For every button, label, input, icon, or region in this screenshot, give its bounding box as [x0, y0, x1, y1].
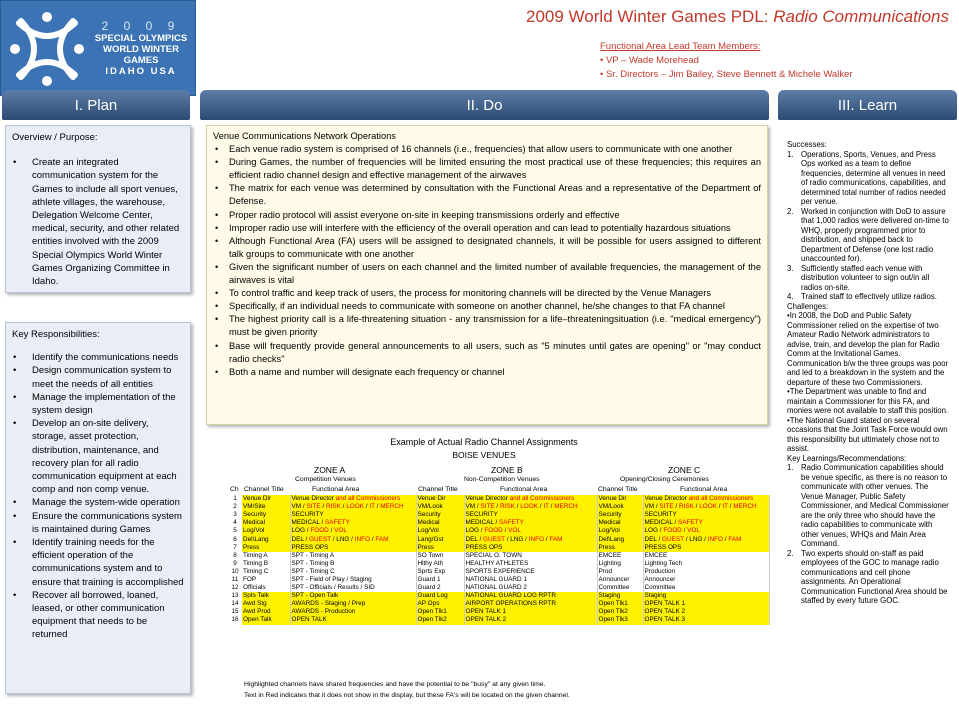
zone-b-area: MEDICAL / SAFETY — [464, 519, 597, 527]
list-item: • Identify training needs for the efficient operation of the communications system and to ensure that training is accomplished — [13, 537, 184, 588]
zone-c-area: Committee — [643, 584, 769, 592]
zone-a-area: SPT - Open Talk — [290, 592, 416, 600]
zone-c-title: Lighting — [597, 560, 643, 568]
list-item: • Base will frequently provide general announcements to all users, such as "5 minutes until gates are opening" or "may conduct radio checks" — [215, 340, 761, 364]
zone-a-area: LOG / FOOD / VOL — [290, 527, 416, 535]
zone-a-title: Awd Prod — [242, 608, 290, 616]
zone-b-title: Lang/Gst — [416, 535, 464, 543]
zone-a-area: SPT - Officials / Results / SID — [290, 584, 416, 592]
table-note: Highlighted channels have shared frequencies and have the potential to be "busy" at any given time. — [244, 681, 546, 688]
zone-b-area: VM / SITE / RISK / LOOK / IT / MERCH — [464, 503, 597, 511]
zone-a-area: PRESS OPS — [290, 544, 416, 552]
ch-number: 13 — [231, 592, 239, 600]
zone-a-area: AWARDS - Production — [290, 608, 416, 616]
zone-c-area: Lighting Tech — [643, 560, 769, 568]
zone-c-title: Open Tlk2 — [597, 608, 643, 616]
team-members — [600, 40, 938, 82]
zone-a-title: Awd Stg — [242, 600, 290, 608]
zone-a-title: VM/Site — [242, 503, 290, 511]
list-item: • Improper radio use will interfere with the efficiency of the overall operation and can lead to potentially hazardous situations — [215, 222, 731, 233]
list-item: • To control traffic and keep track of users, the process for monitoring channels will be directed by the Venue Managers — [215, 288, 711, 299]
list-item: • Both a name and number will designate each frequency or channel — [215, 366, 505, 377]
zone-b-area: PRESS OPS — [464, 544, 597, 552]
zone-c-title: Venue Dir — [597, 495, 643, 503]
zone-b-title: SO Town — [416, 552, 464, 560]
zone-a-title: Del\Lang — [242, 535, 290, 543]
col-header-area-a: Functional Area — [312, 486, 360, 493]
zone-c-title: Medical — [597, 519, 643, 527]
list-item: • Develop an on-site delivery, storage, asset protection, distribution, maintenance, and recovery plan for all radio communication equipment at each comp and non comp venue. — [13, 418, 177, 496]
zone-b-label: ZONE B — [491, 465, 523, 475]
zone-c-title: Del\Lang — [597, 535, 643, 543]
zone-c-area: OPEN TALK 3 — [643, 616, 769, 624]
ch-number: 9 — [233, 559, 237, 567]
ch-number: 1 — [233, 495, 237, 503]
zone-b-area: SPORTS EXPERIENCE — [464, 568, 597, 576]
zone-b-title: Guard 1 — [416, 576, 464, 584]
ch-number: 5 — [233, 527, 237, 535]
zone-a-title: Timing A — [242, 552, 290, 560]
zone-a-title: Venue Dir — [242, 495, 290, 503]
list-item: • Identify the communications needs — [13, 352, 179, 364]
responsibilities-title: Key Responsibilities: — [12, 329, 100, 340]
table-row — [228, 527, 769, 535]
zone-b-area: NATIONAL GUARD 1 — [464, 576, 597, 584]
table-row — [228, 600, 769, 608]
zone-c-area: MEDICAL / SAFETY — [643, 519, 769, 527]
zone-b-title: Venue Dir — [416, 495, 464, 503]
zone-c-title: Log/Vol — [597, 527, 643, 535]
section-header-learn: III. Learn — [778, 90, 957, 120]
ch-number: 14 — [231, 600, 239, 608]
list-item: 4. Trained staff to effectively utilize radios. — [787, 292, 937, 301]
zone-a-title: Security — [242, 511, 290, 519]
zone-a-area: SPT - Timing A — [290, 552, 416, 560]
list-item: • Ensure the communications system is maintained during Games — [13, 510, 182, 535]
list-item: 2. Worked in conjunction with DoD to assure that 1,000 radios were delivered on-time to WHQ, properly programmed prior to distribution, and shipped back to Department of Defense (one lost radio unaccounted for). — [787, 206, 949, 263]
logo-text — [89, 19, 193, 77]
ch-number: 11 — [231, 575, 239, 583]
zone-b-sub: Non-Competition Venues — [464, 476, 540, 483]
zone-a-title: Log/Vol — [242, 527, 290, 535]
page-title — [400, 7, 949, 27]
zone-a-area: AWARDS - Staging / Prep — [290, 600, 416, 608]
zone-b-title: Open Tlk2 — [416, 616, 464, 624]
zone-c-label: ZONE C — [668, 465, 701, 475]
table-row — [228, 495, 769, 503]
zone-b-title: Log/Vol — [416, 527, 464, 535]
zone-b-title: AP Ops — [416, 600, 464, 608]
zone-c-area: OPEN TALK 1 — [643, 600, 769, 608]
list-item: 1. Radio Communication capabilities should be venue specific, as there is no reason to communicate with other venues. The Venue Manager, Public Safety Commissioner, and Medical Commissioner are the only three who should have the radio capabilities to communicate with other venues, WHQs and Main Area Command. — [787, 463, 949, 548]
ch-number: 6 — [233, 535, 237, 543]
col-header-title-b: Channel Title — [418, 486, 458, 493]
zone-a-title: Press — [242, 544, 290, 552]
table-row — [228, 616, 769, 624]
challenges-title: Challenges: — [787, 301, 829, 311]
list-item: • Each venue radio system is comprised of 16 channels (i.e., frequencies) that allow users to communicate with one another — [215, 144, 733, 155]
zone-a-area: SPT - Field of Play / Staging — [290, 576, 416, 584]
zone-b-title: VM/Look — [416, 503, 464, 511]
zone-c-title: VM/Look — [597, 503, 643, 511]
table-subtitle: BOISE VENUES — [452, 450, 516, 460]
operations-heading: Venue Communications Network Operations — [213, 131, 396, 141]
zone-b-title: Hlthy Ath — [416, 560, 464, 568]
zone-b-area: DEL / GUEST / LNG / INFO / FAM — [464, 535, 597, 543]
page-title-main: 2009 World Winter Games PDL: — [526, 7, 774, 26]
logo-line-1: SPECIAL OLYMPICS — [94, 33, 188, 44]
col-header-area-c: Functional Area — [680, 486, 728, 493]
list-item: •The Department was unable to find and maintain a Commissioner for this FA, and monies were not available to staff this position. — [787, 387, 949, 415]
zone-b-title: Security — [416, 511, 464, 519]
responsibilities-box — [5, 322, 191, 694]
zone-b-area: LOG / FOOD / VOL — [464, 527, 597, 535]
zone-a-title: Officials — [242, 584, 290, 592]
list-item: • Manage the implementation of the system design — [13, 391, 176, 417]
zone-a-area: MEDICAL / SAFETY — [290, 519, 416, 527]
list-item: • Given the significant number of users on each channel and the limited number of available frequencies, the management of the airwaves is vital — [215, 261, 761, 286]
zone-a-area: OPEN TALK — [290, 616, 416, 624]
zone-c-area: Staging — [643, 592, 769, 600]
key-learnings-title: Key Learnings/Recommendations: — [787, 453, 907, 463]
zone-c-sub: Opening/Closing Ceremonies — [620, 476, 709, 483]
channel-table — [228, 495, 770, 625]
table-row — [228, 568, 769, 576]
zone-b-area: SECURITY — [464, 511, 597, 519]
section-header-do: II. Do — [200, 90, 769, 120]
table-row — [228, 544, 769, 552]
zone-a-area: SPT - Timing B — [290, 560, 416, 568]
list-item: 1. Operations, Sports, Venues, and Press Ops worked as a team to define frequencies, determine all venues in need of radio communications, capabilities, and determined total number of radios needed per venue. — [787, 149, 946, 206]
zone-a-title: Open Talk — [242, 616, 290, 624]
zone-a-area: DEL / GUEST / LNG / INFO / FAM — [290, 535, 416, 543]
zone-b-area: OPEN TALK 1 — [464, 608, 597, 616]
table-row — [228, 511, 769, 519]
list-item: •In 2008, the DoD and Public Safety Commissioner relied on the expertise of two Amateur Radio Network administrators to advise, train, and develop the plan for Radio Comm at the Invitational Games. Communication b/w the three groups was poor and led to a breakdown in the system and the departure of these two Commissioners. — [787, 311, 949, 387]
list-item: • Specifically, if an individual needs to communicate with someone on another channel, he/she changes to that FA channel — [215, 301, 725, 312]
zone-a-sub: Competition Venues — [295, 476, 356, 483]
list-item: • The matrix for each venue was determined by consultation with the Functional Areas and a representative of the Department of Defense. — [215, 183, 761, 207]
zone-b-area: NATIONAL GUARD LOG RPTR — [464, 592, 597, 600]
zone-c-area: EMCEE — [643, 552, 769, 560]
table-row — [228, 592, 769, 600]
zone-c-area: LOG / FOOD / VOL — [643, 527, 769, 535]
zone-c-title: Open Tlk1 — [597, 600, 643, 608]
zone-c-area: DEL / GUEST / LNG / INFO / FAM — [643, 535, 769, 543]
zone-b-title: Guard 2 — [416, 584, 464, 592]
logo-line-2: WORLD WINTER GAMES — [103, 44, 179, 66]
zone-c-title: EMCEE — [597, 552, 643, 560]
overview-box — [5, 125, 191, 293]
zone-a-title: Timing B — [242, 560, 290, 568]
table-notes — [244, 679, 570, 701]
ch-number: 4 — [233, 519, 237, 527]
zone-c-area: PRESS OPS — [643, 544, 769, 552]
table-row — [228, 519, 769, 527]
table-row — [228, 535, 769, 543]
logo-year: 2 0 0 9 — [101, 19, 181, 33]
table-row — [228, 552, 769, 560]
section-header-plan: I. Plan — [2, 90, 190, 120]
zone-b-area: OPEN TALK 2 — [464, 616, 597, 624]
list-item: • Proper radio protocol will assist everyone on-site in keeping transmissions orderly and effective — [215, 209, 620, 220]
zone-b-area: NATIONAL GUARD 2 — [464, 584, 597, 592]
zone-a-title: Medical — [242, 519, 290, 527]
col-header-area-b: Functional Area — [500, 486, 548, 493]
ch-number: 8 — [233, 551, 237, 559]
zone-b-area: SPECIAL O. TOWN — [464, 552, 597, 560]
ch-number: 3 — [233, 511, 237, 519]
zone-a-title: Spts Talk — [242, 592, 290, 600]
zone-c-title: Staging — [597, 592, 643, 600]
ch-number: 16 — [231, 616, 239, 624]
zone-b-area: Venue Director and all Commissioners — [464, 495, 597, 503]
list-item: • Create an integrated communication system for the Games to include all sport venues, athlete villages, the warehouse, Delegation Welcome Center, medical, security, and other related entities involved with the 2009 Special Olympics World Winter Games Organizing Committee in Idaho. — [13, 157, 180, 288]
col-header-title-c: Channel Title — [598, 486, 638, 493]
zone-a-title: Timing C — [242, 568, 290, 576]
zone-c-title: Announcer — [597, 576, 643, 584]
learn-content — [787, 140, 951, 606]
snowflake-figure-icon — [7, 9, 87, 89]
zone-c-area: VM / SITE / RISK / LOOK / IT / MERCH — [643, 503, 769, 511]
overview-title: Overview / Purpose: — [12, 132, 98, 143]
zone-a-area: Venue Director and all Commissioners — [290, 495, 416, 503]
list-item: • Although Functional Area (FA) users will be assigned to designated channels, it will be possible for users assigned to different talk groups to communicate with one another — [215, 235, 761, 259]
list-item: • Recover all borrowed, loaned, leased, or other communication equipment that needs to be returned — [13, 589, 165, 641]
zone-a-area: VM / SITE / RISK / LOOK / IT / MERCH — [290, 503, 416, 511]
page-title-italic: Radio Communications — [773, 7, 949, 26]
zone-c-area: Production — [643, 568, 769, 576]
operations-box — [206, 125, 768, 425]
zone-b-title: Medical — [416, 519, 464, 527]
ch-number: 12 — [231, 584, 239, 592]
team-member: • Sr. Directors – Jim Bailey, Steve Bennett & Michele Walker — [600, 69, 853, 80]
zone-c-area: Venue Director and all Commissioners — [643, 495, 769, 503]
ch-number: 7 — [233, 543, 237, 551]
table-title: Example of Actual Radio Channel Assignments — [390, 437, 578, 447]
list-item: • Manage the system-wide operation — [13, 497, 180, 509]
list-item: • During Games, the number of frequencies will be limited ensuring the most practical use of these frequencies; this requires an efficient radio channel design and effective management of the airwaves — [215, 157, 761, 181]
zone-a-label: ZONE A — [314, 465, 346, 475]
list-item: • Design communication system to meet the needs of all entities — [13, 365, 172, 390]
col-header-ch: Ch — [230, 486, 239, 493]
zone-c-title: Prod — [597, 568, 643, 576]
zone-b-area: AIRPORT OPERATIONS RPTR — [464, 600, 597, 608]
zone-a-area: SPT - Timing C — [290, 568, 416, 576]
table-row — [228, 608, 769, 616]
zone-c-title: Open Tlk3 — [597, 616, 643, 624]
successes-title: Successes: — [787, 140, 827, 149]
table-row — [228, 503, 769, 511]
list-item: • The highest priority call is a life-threatening situation - any transmission for a life–threateningsituation (i.e. "medical emergency") must be given priority — [215, 314, 761, 338]
team-heading: Functional Area Lead Team Members: — [600, 41, 761, 52]
team-member: • VP – Wade Morehead — [600, 55, 699, 66]
zone-c-title: Press — [597, 544, 643, 552]
zone-b-title: Guard Log — [416, 592, 464, 600]
list-item: 2. Two experts should on-staff as paid employees of the GOC to manage radio communications and cell phone assignments. An Operational Communication Functional Area should be staffed by every future GOC. — [787, 548, 948, 605]
zone-c-area: SECURITY — [643, 511, 769, 519]
ch-number: 10 — [231, 567, 239, 575]
ch-number: 2 — [233, 503, 237, 511]
logo-line-3: IDAHO USA — [105, 66, 177, 77]
col-header-title-a: Channel Title — [244, 486, 284, 493]
zone-c-area: Announcer — [643, 576, 769, 584]
zone-a-title: FOP — [242, 576, 290, 584]
zone-c-title: Security — [597, 511, 643, 519]
zone-b-title: Press — [416, 544, 464, 552]
zone-b-area: HEALTHY ATHLETES — [464, 560, 597, 568]
zone-c-title: Committee — [597, 584, 643, 592]
zone-c-area: OPEN TALK 2 — [643, 608, 769, 616]
special-olympics-logo — [0, 0, 196, 96]
list-item: •The National Guard stated on several occasions that the Joint Task Force would own this responsibility but ultimately chose not to assist. — [787, 415, 948, 453]
list-item: 3. Sufficiently staffed each venue with distribution volunteer to sign out/in all radios on-site. — [787, 263, 930, 292]
ch-number: 15 — [231, 608, 239, 616]
table-row — [228, 576, 769, 584]
table-note: Text in Red indicates that it does not show in the display, but these FA's will be located on the given channel. — [244, 692, 570, 699]
zone-b-title: Sprts Exp — [416, 568, 464, 576]
table-row — [228, 584, 769, 592]
zone-a-area: SECURITY — [290, 511, 416, 519]
table-row — [228, 560, 769, 568]
zone-b-title: Open Tlk1 — [416, 608, 464, 616]
